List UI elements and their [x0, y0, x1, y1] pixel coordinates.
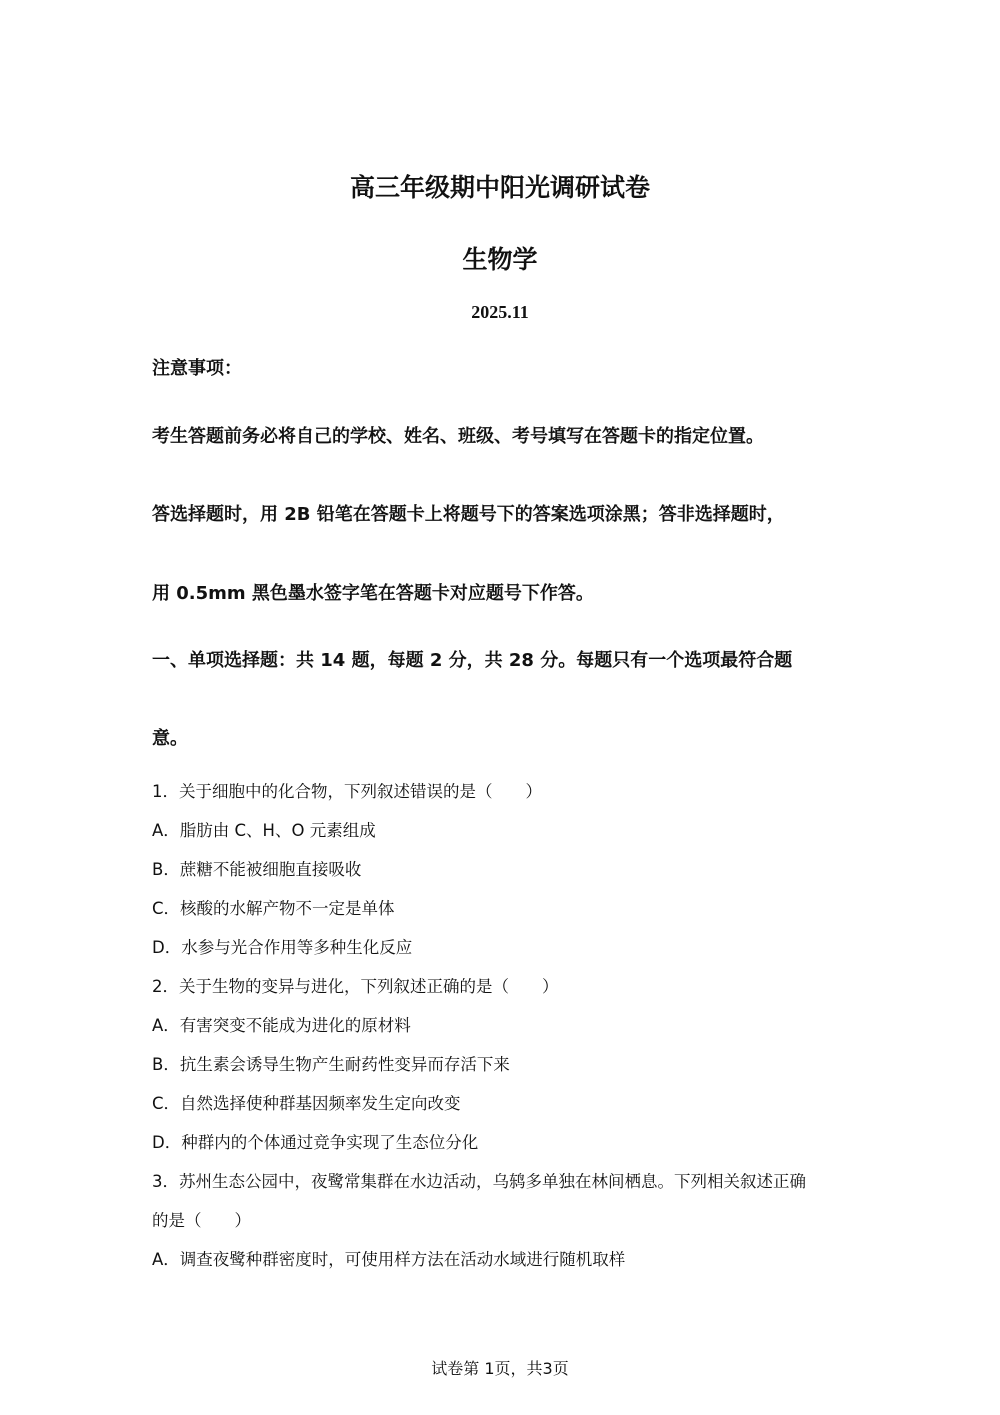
q3-option-a: A．调查夜鹭种群密度时，可使用样方法在活动水域进行随机取样 — [152, 1250, 626, 1269]
q2-option-a: A．有害突变不能成为进化的原材料 — [152, 1016, 411, 1035]
q1-option-b: B．蔗糖不能被细胞直接吸收 — [152, 860, 362, 879]
q1-stem: 1．关于细胞中的化合物，下列叙述错误的是（ ） — [152, 782, 542, 801]
q2-option-b: B．抗生素会诱导生物产生耐药性变异而存活下来 — [152, 1055, 510, 1074]
subject-title: 生物学 — [462, 245, 538, 274]
notice-line-3: 用 0.5mm 黑色墨水签字笔在答题卡对应题号下作答。 — [152, 583, 594, 604]
q1-option-a: A．脂肪由 C、H、O 元素组成 — [152, 821, 376, 840]
q3-stem: 3．苏州生态公园中，夜鹭常集群在水边活动，乌鸫多单独在林间栖息。下列相关叙述正确 — [152, 1172, 806, 1191]
q2-stem: 2．关于生物的变异与进化，下列叙述正确的是（ ） — [152, 977, 559, 996]
exam-title: 高三年级期中阳光调研试卷 — [349, 173, 650, 202]
q1-option-c: C．核酸的水解产物不一定是单体 — [152, 899, 395, 918]
section-heading: 一、单项选择题：共 14 题，每题 2 分，共 28 分。每题只有一个选项最符合题 — [152, 650, 793, 671]
q2-option-c: C．自然选择使种群基因频率发生定向改变 — [152, 1094, 461, 1113]
q1-option-d: D．水参与光合作用等多种生化反应 — [152, 938, 413, 957]
section-heading-cont: 意。 — [152, 728, 188, 749]
q2-option-d: D．种群内的个体通过竞争实现了生态位分化 — [152, 1133, 479, 1152]
page-footer: 试卷第 1页，共3页 — [431, 1359, 569, 1378]
notice-heading: 注意事项： — [152, 358, 242, 379]
exam-date: 2025.11 — [471, 302, 529, 322]
notice-line-1: 考生答题前务必将自己的学校、姓名、班级、考号填写在答题卡的指定位置。 — [152, 426, 764, 447]
q3-stem-cont: 的是（ ） — [152, 1211, 251, 1230]
notice-line-2: 答选择题时，用 2B 铅笔在答题卡上将题号下的答案选项涂黑；答非选择题时， — [152, 504, 785, 525]
